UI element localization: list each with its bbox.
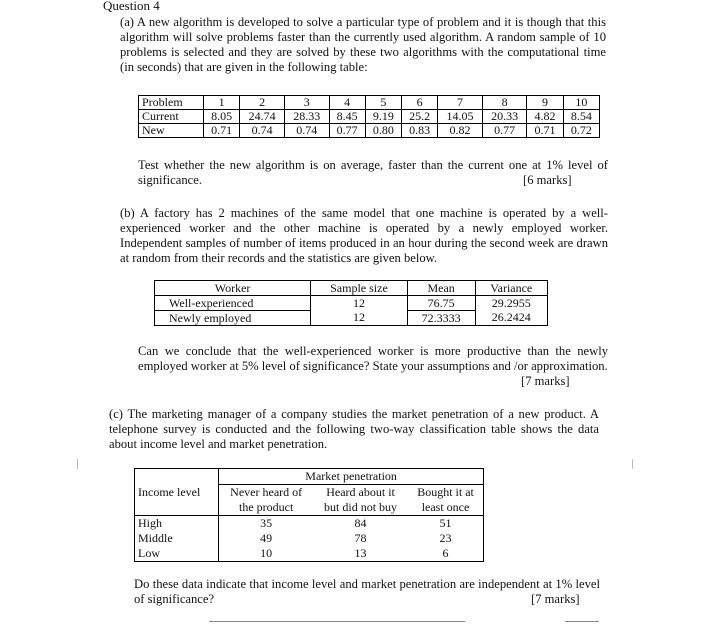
table-row (139, 96, 600, 110)
part-c-table (134, 468, 484, 562)
table-cell: 24.74 (240, 110, 285, 124)
margin-tick (632, 459, 633, 469)
part-b-text: (b) A factory has 2 machines of the same model that one machine is operated by a well-experienced worker and the other machine is operated by a newly employed worker. Independent samples of number of items produced in an hour during the second week are drawn at random from their records and the statistics are given below. (120, 206, 608, 265)
table-cell: 13 (354, 546, 367, 560)
part-b-table (154, 280, 548, 326)
table-cell: least once (408, 500, 483, 516)
table-row (139, 110, 600, 124)
table-cell: 8 (482, 96, 527, 110)
table-cell: 6 (442, 546, 449, 560)
table-cell: 8.54 (563, 110, 599, 124)
table-cell: Newly employed (155, 311, 311, 326)
table-cell: 0.74 (240, 124, 285, 138)
table-cell: 9 (527, 96, 563, 110)
table-row (155, 281, 548, 296)
table-cell: 51 (439, 516, 452, 530)
table-cell: 2 (240, 96, 285, 110)
table-cell: 23 (439, 531, 452, 545)
table-cell: Current (139, 110, 204, 124)
table-row (135, 469, 484, 485)
question-title: Question 4 (103, 0, 160, 13)
table-cell: 3 (284, 96, 329, 110)
table-cell: 8.05 (204, 110, 240, 124)
table-cell: 72.3333 (407, 311, 475, 326)
table-cell: 84 (354, 516, 367, 530)
table-cell: 5 (365, 96, 401, 110)
table-cell: 0.82 (438, 124, 483, 138)
footer-rule (209, 621, 465, 622)
part-b-question: Can we conclude that the well-experienced worker is more productive than the newly employed worker at 5% level of significance? State your assumptions and /or approximation. (138, 344, 608, 373)
table-cell: Middle (135, 531, 219, 546)
table-cell: 29.2955 (475, 296, 547, 311)
table-cell: Low (135, 546, 219, 562)
table-row (135, 546, 484, 562)
table-cell: 7 (438, 96, 483, 110)
table-cell: 25.2 (401, 110, 437, 124)
table-cell: Market penetration (219, 469, 484, 485)
table-cell: Variance (475, 281, 547, 296)
table-cell: 4 (329, 96, 365, 110)
table-cell: 12 (311, 311, 408, 326)
part-c-text: (c) The marketing manager of a company studies the market penetration of a new product. A telephone survey is conducted and the following two-way classification table shows the data about income level and market penetration. (109, 407, 599, 451)
table-cell: 12 (311, 296, 408, 311)
table-row (135, 531, 484, 546)
part-c-question: Do these data indicate that income level and market penetration are independent at 1% level of significance? (134, 577, 600, 606)
table-cell: 1 (204, 96, 240, 110)
part-b-marks: [7 marks] (521, 374, 570, 388)
table-cell: 9.19 (365, 110, 401, 124)
table-cell: Heard about it (326, 485, 395, 499)
table-cell: 10 (563, 96, 599, 110)
table-cell: 35 (260, 516, 273, 530)
table-cell: 28.33 (284, 110, 329, 124)
table-cell: 49 (260, 531, 273, 545)
table-cell: 0.77 (329, 124, 365, 138)
table-row (135, 500, 484, 516)
table-cell: the product (219, 500, 313, 516)
table-row (139, 124, 600, 138)
table-row (135, 485, 484, 501)
table-cell: High (135, 516, 219, 532)
table-cell: 26.2424 (475, 311, 547, 326)
table-cell: Worker (155, 281, 311, 296)
table-cell: 0.77 (482, 124, 527, 138)
table-cell: Income level (135, 485, 219, 501)
table-cell: 10 (260, 546, 273, 560)
table-cell: Never heard of (230, 485, 303, 499)
table-row (155, 311, 548, 326)
table-cell: Problem (139, 96, 204, 110)
table-cell: 4.82 (527, 110, 563, 124)
table-cell: New (139, 124, 204, 138)
part-a-question: Test whether the new algorithm is on average, faster than the current one at 1% level of significance. (138, 158, 608, 187)
part-a-table (138, 95, 600, 138)
table-cell: but did not buy (313, 500, 408, 516)
table-cell: 0.83 (401, 124, 437, 138)
table-cell: 76.75 (407, 296, 475, 311)
table-cell: 8.45 (329, 110, 365, 124)
table-cell: 78 (354, 531, 367, 545)
part-c-marks: [7 marks] (531, 592, 580, 606)
table-row (135, 516, 484, 532)
table-cell: Mean (407, 281, 475, 296)
part-a-marks: [6 marks] (523, 173, 572, 187)
table-cell: 0.71 (527, 124, 563, 138)
margin-tick (77, 459, 78, 469)
table-cell: 6 (401, 96, 437, 110)
table-row (155, 296, 548, 311)
table-cell: Well-experienced (155, 296, 311, 311)
part-a-text: (a) A new algorithm is developed to solve a particular type of problem and it is though that this algorithm will solve problems faster than the currently used algorithm. A random sample of 10 problems is selected and they are solved by these two algorithms with the computational time (in seconds) that are given in the following table: (120, 15, 606, 74)
table-cell: 0.72 (563, 124, 599, 138)
footer-rule (565, 621, 599, 622)
table-cell: Sample size (311, 281, 408, 296)
table-cell: 0.74 (284, 124, 329, 138)
table-cell: Bought it at (417, 485, 474, 499)
table-cell: 14.05 (438, 110, 483, 124)
table-cell: 0.71 (204, 124, 240, 138)
table-cell: 0.80 (365, 124, 401, 138)
table-cell: 20.33 (482, 110, 527, 124)
